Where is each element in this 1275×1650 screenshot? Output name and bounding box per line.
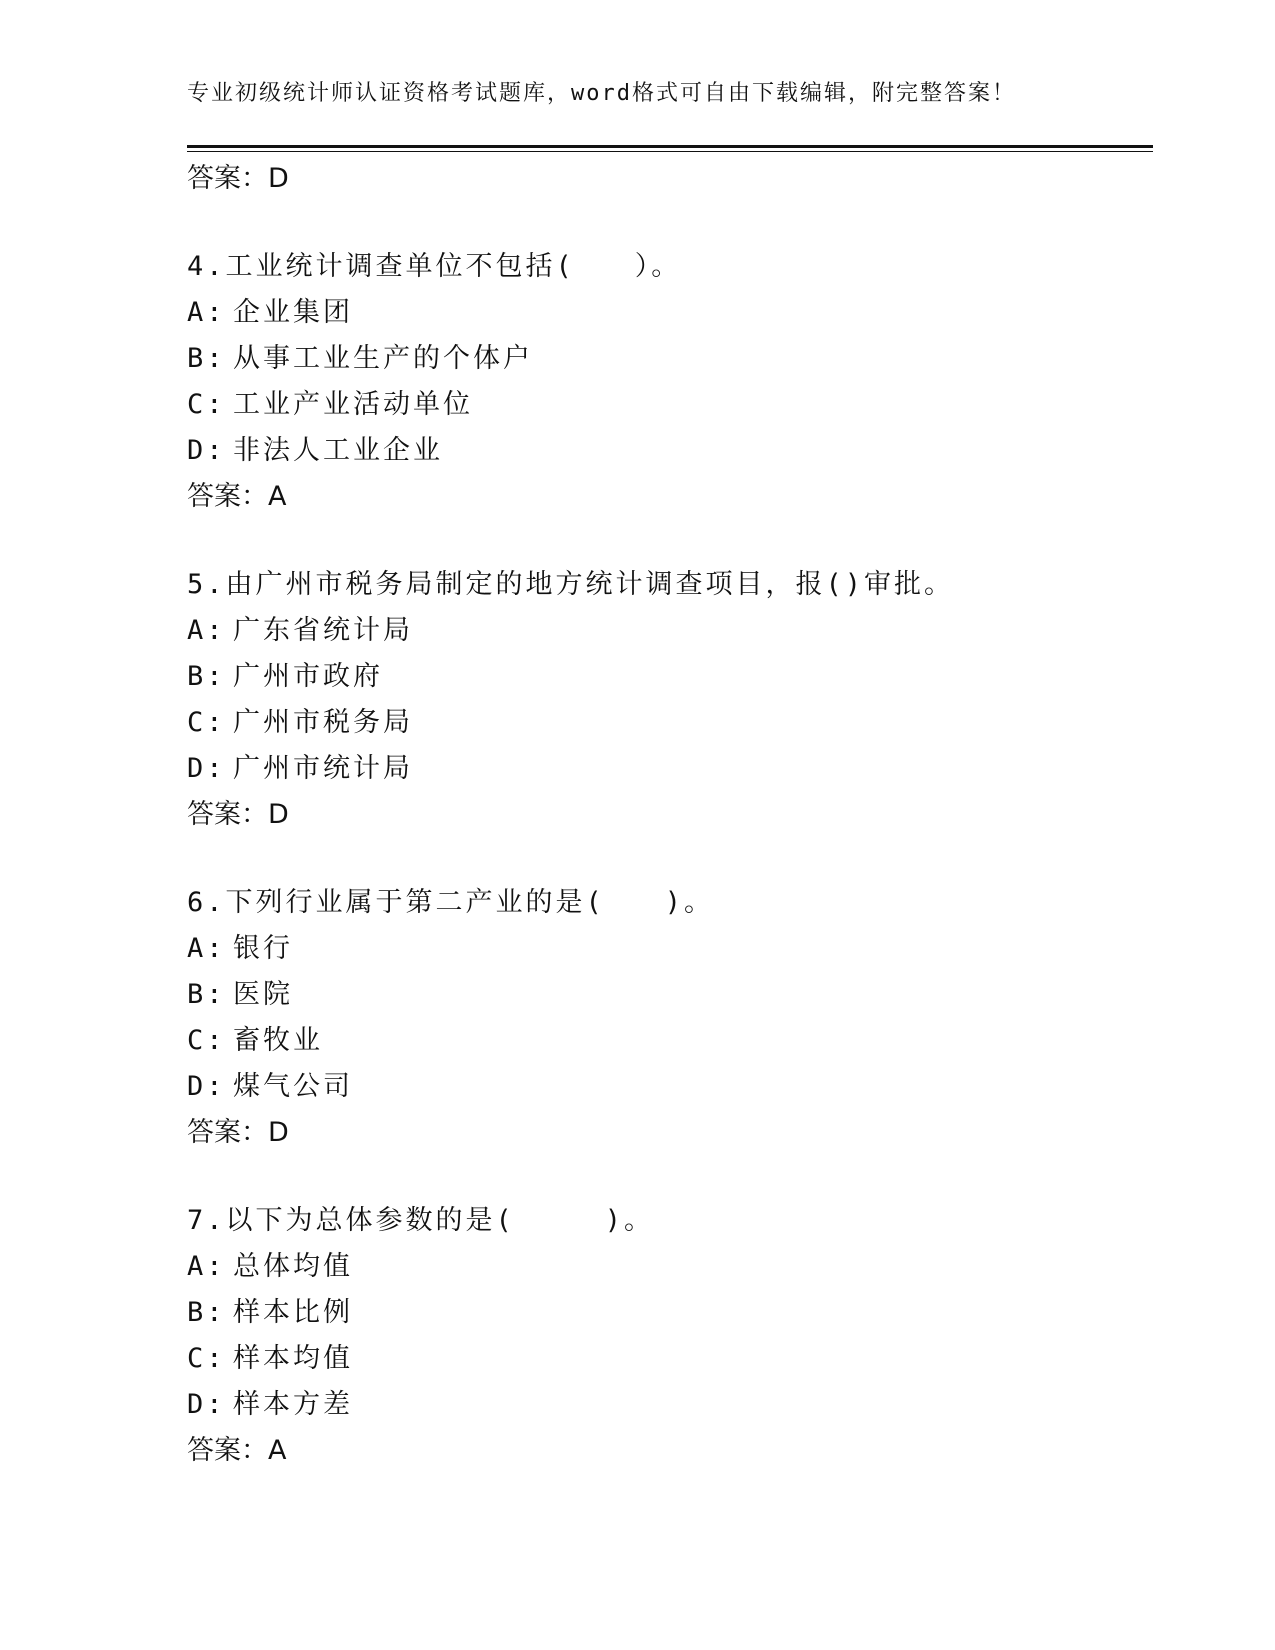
question-text: 4.工业统计调查单位不包括( ）。 [187,251,682,282]
option-text: 广州市税务局 [233,707,413,738]
option-letter: D: [187,753,226,784]
option-letter: B: [187,979,226,1010]
option-letter: A: [187,615,226,646]
question-text: 7.以下为总体参数的是( )。 [187,1205,655,1236]
option-text: 广州市政府 [233,661,383,692]
answer-line: 答案：D [187,1117,289,1148]
option-letter: C: [187,389,226,420]
page-header: 专业初级统计师认证资格考试题库，word格式可自由下载编辑，附完整答案！ [187,81,1016,106]
option-letter: C: [187,1343,226,1374]
answer-line: 答案：A [187,1435,287,1466]
option-text: 银行 [233,933,293,964]
option-c [187,382,1153,428]
option-letter: D: [187,1389,226,1420]
option-text: 畜牧业 [233,1025,323,1056]
option-c [187,1336,1153,1382]
option-text: 样本比例 [233,1297,353,1328]
option-text: 从事工业生产的个体户 [233,343,533,374]
option-text: 非法人工业企业 [233,435,443,466]
option-text: 广东省统计局 [233,615,413,646]
header-rule-thin [187,151,1153,152]
header-rule-thick [187,145,1153,148]
option-letter: A: [187,297,226,328]
option-text: 医院 [233,979,293,1010]
option-letter: C: [187,707,226,738]
option-d [187,1064,1153,1110]
option-letter: C: [187,1025,226,1056]
option-a [187,926,1153,972]
option-text: 企业集团 [233,297,353,328]
option-d [187,428,1153,474]
question-block [187,1198,1153,1474]
option-text: 样本方差 [233,1389,353,1420]
option-letter: D: [187,1071,226,1102]
option-b [187,1290,1153,1336]
option-a [187,608,1153,654]
option-letter: B: [187,661,226,692]
answer-line: 答案：A [187,481,287,512]
option-letter: B: [187,1297,226,1328]
option-a [187,1244,1153,1290]
question-block [187,880,1153,1156]
option-d [187,1382,1153,1428]
option-c [187,1018,1153,1064]
option-letter: D: [187,435,226,466]
option-letter: A: [187,1251,226,1282]
option-letter: A: [187,933,226,964]
option-a [187,290,1153,336]
option-text: 煤气公司 [233,1071,353,1102]
option-d [187,746,1153,792]
option-letter: B: [187,343,226,374]
option-text: 样本均值 [233,1343,353,1374]
question-text: 6.下列行业属于第二产业的是( )。 [187,887,715,918]
option-text: 工业产业活动单位 [233,389,473,420]
option-c [187,700,1153,746]
question-block [187,562,1153,838]
option-text: 总体均值 [233,1251,353,1282]
answer-line: 答案：D [187,799,289,830]
option-b [187,336,1153,382]
question-text: 5.由广州市税务局制定的地方统计调查项目，报()审批。 [187,569,955,600]
option-text: 广州市统计局 [233,753,413,784]
question-block [187,244,1153,520]
answer-line: 答案：D [187,163,289,194]
option-b [187,654,1153,700]
document-content [187,156,1153,1474]
option-b [187,972,1153,1018]
